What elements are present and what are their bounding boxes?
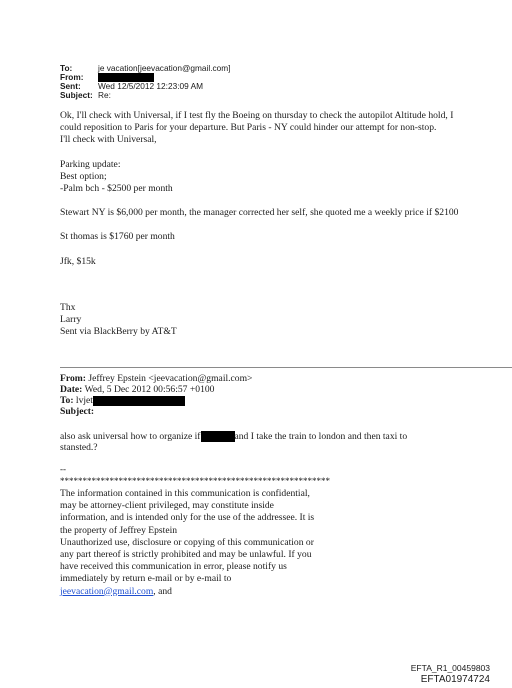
reply-para-1: Ok, I'll check with Universal, if I test fly the Boeing on thursday to check the autopilot Altitude hold, I could reposition to Paris for your departure. But Paris - NY could hinder our attempt for non-stop. xyxy=(60,110,454,134)
header-subject xyxy=(60,90,111,100)
subject-value: Re: xyxy=(98,90,111,100)
disclaimer-second xyxy=(60,537,320,598)
palm-price: -Palm bch - $2500 per month xyxy=(60,183,173,195)
subject-label: Subject: xyxy=(60,90,93,100)
quoted-body-line1 xyxy=(60,431,407,442)
quoted-date xyxy=(60,384,214,395)
quoted-subject-label: Subject: xyxy=(60,406,95,417)
sig-stars: ************************************************************ xyxy=(60,476,330,486)
jfk-price: Jfk, $15k xyxy=(60,255,96,267)
reply-para-1b: I'll check with Universal, xyxy=(60,134,157,146)
from-label: From: xyxy=(60,72,84,82)
sent-via: Sent via BlackBerry by AT&T xyxy=(60,326,177,338)
stthomas-price: St thomas is $1760 per month xyxy=(60,231,175,243)
disclaimer-main: The information contained in this communication is confidential, may be attorney-client privileged, may constitute inside information, and is intended only for the use of the addressee. It is the property of Jeffrey Epstein xyxy=(60,488,315,536)
sent-value: Wed 12/5/2012 12:23:09 AM xyxy=(98,81,204,91)
reply-body xyxy=(60,110,460,338)
quoted-body-part1: also ask universal how to organize if xyxy=(60,431,201,442)
quoted-date-value: Wed, 5 Dec 2012 00:56:57 +0100 xyxy=(84,384,215,395)
to-label: To: xyxy=(60,63,73,73)
quoted-body-part2: and I take the train to london and then taxi to xyxy=(234,431,408,442)
to-value: je vacation[jeevacation@gmail.com] xyxy=(98,63,231,73)
disclaimer xyxy=(60,488,320,598)
quoted-to-label: To: xyxy=(60,395,74,406)
quoted-body-line2: stansted.? xyxy=(60,442,98,453)
quoted-to-value: lvjet xyxy=(75,395,93,406)
divider xyxy=(60,367,512,368)
redaction-box xyxy=(201,431,235,442)
quoted-from-value: Jeffrey Epstein <jeevacation@gmail.com> xyxy=(88,373,253,384)
thx: Thx xyxy=(60,301,76,313)
disclaimer-end: , and xyxy=(153,585,172,597)
sent-label: Sent: xyxy=(60,81,81,91)
parking-title: Parking update: xyxy=(60,158,121,170)
larry: Larry xyxy=(60,314,82,326)
quoted-date-label: Date: xyxy=(60,384,83,395)
footer-id-1: EFTA_R1_00459803 xyxy=(410,663,490,673)
sig-dashes: -- xyxy=(60,464,66,474)
quoted-to xyxy=(60,395,185,406)
quoted-from-label: From: xyxy=(60,373,86,384)
quoted-from xyxy=(60,373,252,384)
footer-id-2: EFTA01974724 xyxy=(420,674,490,685)
stewart-price: Stewart NY is $6,000 per month, the manager corrected her self, she quoted me a weekly price if $2100 xyxy=(60,207,459,219)
disclaimer-2: Unauthorized use, disclosure or copying of this communication or any part thereof is strictly prohibited and may be unlawful. If you have received this communication in error, please notify us immediately by return e-mail or by e-mail to xyxy=(60,536,314,585)
best-option: Best option; xyxy=(60,170,107,182)
quoted-subject xyxy=(60,406,94,417)
redaction-box xyxy=(93,396,185,406)
email-link[interactable]: jeevacation@gmail.com xyxy=(60,585,154,597)
